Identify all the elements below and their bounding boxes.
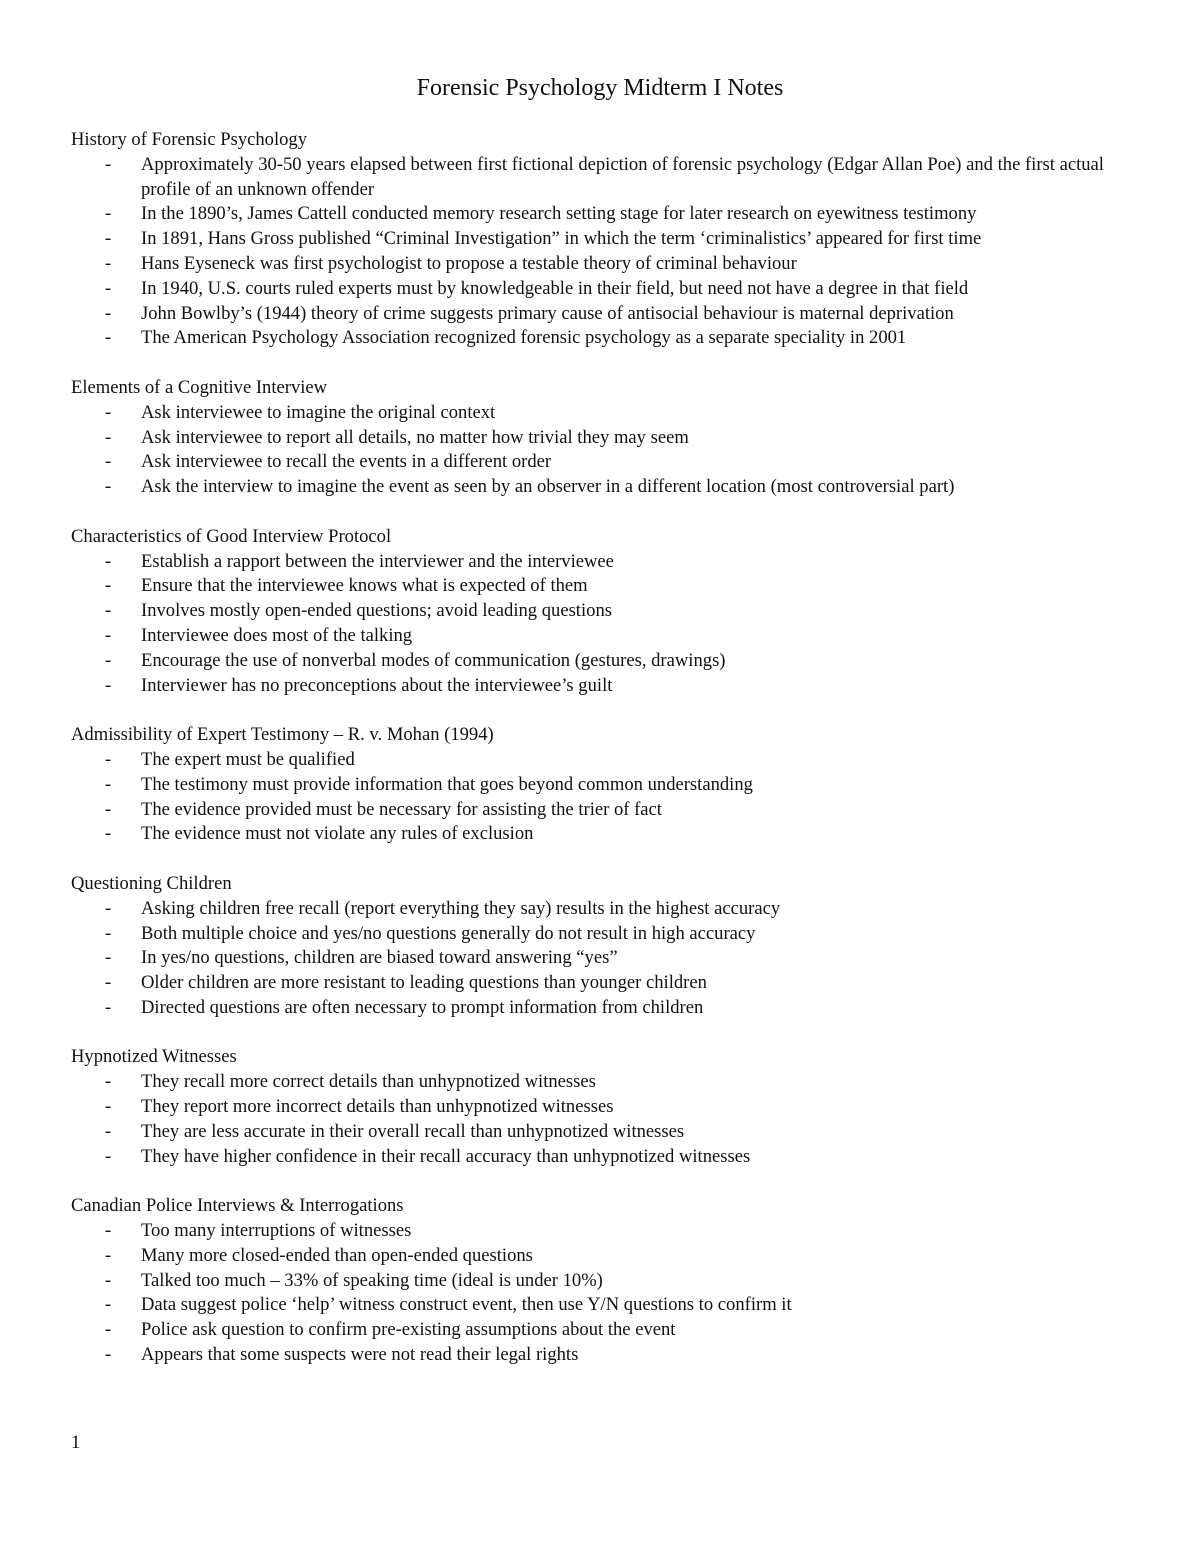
bullet-dash: -: [105, 451, 112, 473]
bullet-list: [71, 401, 1141, 500]
list-item: [71, 252, 1141, 277]
list-item-text: Asking children free recall (report everything they say) results in the highest accuracy: [141, 897, 781, 919]
list-item: [71, 1244, 1141, 1269]
list-item-text: The testimony must provide information that goes beyond common understanding: [141, 773, 753, 795]
list-item: [71, 649, 1141, 674]
section-heading: Elements of a Cognitive Interview: [71, 376, 328, 398]
list-item-text: Police ask question to confirm pre-existing assumptions about the event: [141, 1319, 676, 1341]
bullet-dash: -: [105, 1120, 112, 1142]
list-item: [71, 1095, 1141, 1120]
bullet-dash: -: [105, 922, 112, 944]
section-heading: Characteristics of Good Interview Protocol: [71, 525, 392, 547]
list-item-text: Ask interviewee to report all details, no matter how trivial they may seem: [141, 426, 689, 448]
list-item-text: Data suggest police ‘help’ witness construct event, then use Y/N questions to confirm it: [141, 1294, 792, 1316]
list-item-text: The American Psychology Association recognized forensic psychology as a separate speciality in 2001: [141, 327, 907, 349]
list-item: [71, 426, 1141, 451]
bullet-list: [71, 1070, 1141, 1169]
section: [71, 723, 1141, 847]
bullet-dash: -: [105, 1145, 112, 1167]
document-body: [71, 128, 1141, 1393]
section-heading: Hypnotized Witnesses: [71, 1046, 237, 1068]
bullet-dash: -: [105, 947, 112, 969]
list-item: [71, 773, 1141, 798]
bullet-dash: -: [105, 996, 112, 1018]
list-item: [71, 748, 1141, 773]
list-item-text: Ask the interview to imagine the event as seen by an observer in a different location (most controversial part): [141, 476, 955, 498]
list-item-text: Ask interviewee to imagine the original context: [141, 401, 496, 423]
section-heading: Questioning Children: [71, 872, 232, 894]
bullet-dash: -: [105, 1220, 112, 1242]
list-item-text: They are less accurate in their overall recall than unhypnotized witnesses: [141, 1120, 685, 1142]
list-item: [71, 401, 1141, 426]
section-heading: Admissibility of Expert Testimony – R. v. Mohan (1994): [71, 724, 494, 746]
list-item-text: Many more closed-ended than open-ended questions: [141, 1244, 533, 1266]
list-item: [71, 822, 1141, 847]
list-item: [71, 277, 1141, 302]
list-item: [71, 302, 1141, 327]
list-item: [71, 1070, 1141, 1095]
section: [71, 872, 1141, 1021]
list-item: [71, 674, 1141, 699]
bullet-dash: -: [105, 1269, 112, 1291]
bullet-dash: -: [105, 1294, 112, 1316]
section: [71, 1045, 1141, 1169]
list-item: [71, 227, 1141, 252]
list-item: [71, 1318, 1141, 1343]
bullet-dash: -: [105, 575, 112, 597]
bullet-dash: -: [105, 476, 112, 498]
list-item-text: Interviewee does most of the talking: [141, 624, 413, 646]
section-heading: Canadian Police Interviews & Interrogations: [71, 1195, 404, 1217]
bullet-dash: -: [105, 1071, 112, 1093]
bullet-dash: -: [105, 327, 112, 349]
bullet-list: [71, 748, 1141, 847]
list-item-text: Interviewer has no preconceptions about the interviewee’s guilt: [141, 674, 613, 696]
section: [71, 128, 1141, 351]
list-item-text: In yes/no questions, children are biased toward answering “yes”: [141, 947, 618, 969]
bullet-dash: -: [105, 277, 112, 299]
list-item-text: Older children are more resistant to leading questions than younger children: [141, 972, 707, 994]
list-item: [71, 922, 1141, 947]
bullet-dash: -: [105, 228, 112, 250]
list-item-text: In 1940, U.S. courts ruled experts must by knowledgeable in their field, but need not have a degree in that field: [141, 277, 969, 299]
list-item: [71, 1343, 1141, 1368]
bullet-dash: -: [105, 773, 112, 795]
bullet-dash: -: [105, 748, 112, 770]
list-item-text: The expert must be qualified: [141, 748, 355, 770]
bullet-dash: -: [105, 798, 112, 820]
bullet-dash: -: [105, 153, 112, 175]
list-item: [71, 475, 1141, 500]
bullet-dash: -: [105, 550, 112, 572]
list-item-text: Talked too much – 33% of speaking time (ideal is under 10%): [141, 1269, 603, 1291]
list-item: [71, 1293, 1141, 1318]
list-item-text: In 1891, Hans Gross published “Criminal Investigation” in which the term ‘criminalistics’ appeared for first time: [141, 228, 982, 250]
list-item: [71, 971, 1141, 996]
section: [71, 1194, 1141, 1368]
list-item-text: Both multiple choice and yes/no questions generally do not result in high accuracy: [141, 922, 756, 944]
bullet-list: [71, 897, 1141, 1021]
list-item-text: They report more incorrect details than unhypnotized witnesses: [141, 1096, 614, 1118]
list-item-text: Directed questions are often necessary to prompt information from children: [141, 996, 704, 1018]
document-title: Forensic Psychology Midterm I Notes: [416, 75, 784, 101]
bullet-dash: -: [105, 972, 112, 994]
list-item: [71, 599, 1141, 624]
list-item-text: The evidence provided must be necessary for assisting the trier of fact: [141, 798, 662, 820]
list-item: [71, 996, 1141, 1021]
list-item-text: They have higher confidence in their recall accuracy than unhypnotized witnesses: [141, 1145, 751, 1167]
list-item: [71, 798, 1141, 823]
list-item-text: They recall more correct details than unhypnotized witnesses: [141, 1071, 596, 1093]
list-item-text: Appears that some suspects were not read their legal rights: [141, 1344, 579, 1366]
bullet-dash: -: [105, 302, 112, 324]
list-item: [71, 1145, 1141, 1170]
bullet-dash: -: [105, 203, 112, 225]
list-item: [71, 897, 1141, 922]
bullet-dash: -: [105, 401, 112, 423]
list-item-text: Too many interruptions of witnesses: [141, 1220, 412, 1242]
list-item-text: John Bowlby’s (1944) theory of crime suggests primary cause of antisocial behaviour is maternal deprivation: [141, 302, 954, 324]
list-item: [71, 946, 1141, 971]
list-item: [71, 1120, 1141, 1145]
bullet-dash: -: [105, 252, 112, 274]
list-item-text: The evidence must not violate any rules of exclusion: [141, 823, 534, 845]
list-item-text: Hans Eyseneck was first psychologist to propose a testable theory of criminal behaviour: [141, 252, 797, 274]
page-number: 1: [71, 1432, 81, 1453]
list-item-text: Establish a rapport between the interviewer and the interviewee: [141, 550, 614, 572]
list-item: [71, 550, 1141, 575]
bullet-list: [71, 1219, 1141, 1368]
list-item: [71, 326, 1141, 351]
list-item: [71, 574, 1141, 599]
bullet-dash: -: [105, 600, 112, 622]
bullet-dash: -: [105, 674, 112, 696]
bullet-dash: -: [105, 1096, 112, 1118]
section: [71, 525, 1141, 699]
list-item: [71, 1269, 1141, 1294]
list-item-text: Ensure that the interviewee knows what is expected of them: [141, 575, 588, 597]
list-item: [71, 450, 1141, 475]
bullet-dash: -: [105, 1319, 112, 1341]
list-item-text: Approximately 30-50 years elapsed between first fictional depiction of forensic psychology (Edgar Allan Poe) and the first actual profile of an unknown offender: [141, 153, 1104, 200]
list-item: [71, 202, 1141, 227]
list-item-text: Involves mostly open-ended questions; avoid leading questions: [141, 600, 612, 622]
list-item-text: In the 1890’s, James Cattell conducted memory research setting stage for later research on eyewitness testimony: [141, 203, 977, 225]
section: [71, 376, 1141, 500]
list-item-text: Encourage the use of nonverbal modes of communication (gestures, drawings): [141, 649, 726, 671]
list-item: [71, 153, 1141, 203]
bullet-dash: -: [105, 649, 112, 671]
bullet-dash: -: [105, 1244, 112, 1266]
list-item: [71, 1219, 1141, 1244]
bullet-dash: -: [105, 426, 112, 448]
bullet-list: [71, 153, 1141, 351]
bullet-dash: -: [105, 897, 112, 919]
bullet-dash: -: [105, 1344, 112, 1366]
list-item: [71, 624, 1141, 649]
bullet-list: [71, 550, 1141, 699]
bullet-dash: -: [105, 823, 112, 845]
section-heading: History of Forensic Psychology: [71, 129, 308, 150]
bullet-dash: -: [105, 624, 112, 646]
list-item-text: Ask interviewee to recall the events in a different order: [141, 451, 552, 473]
